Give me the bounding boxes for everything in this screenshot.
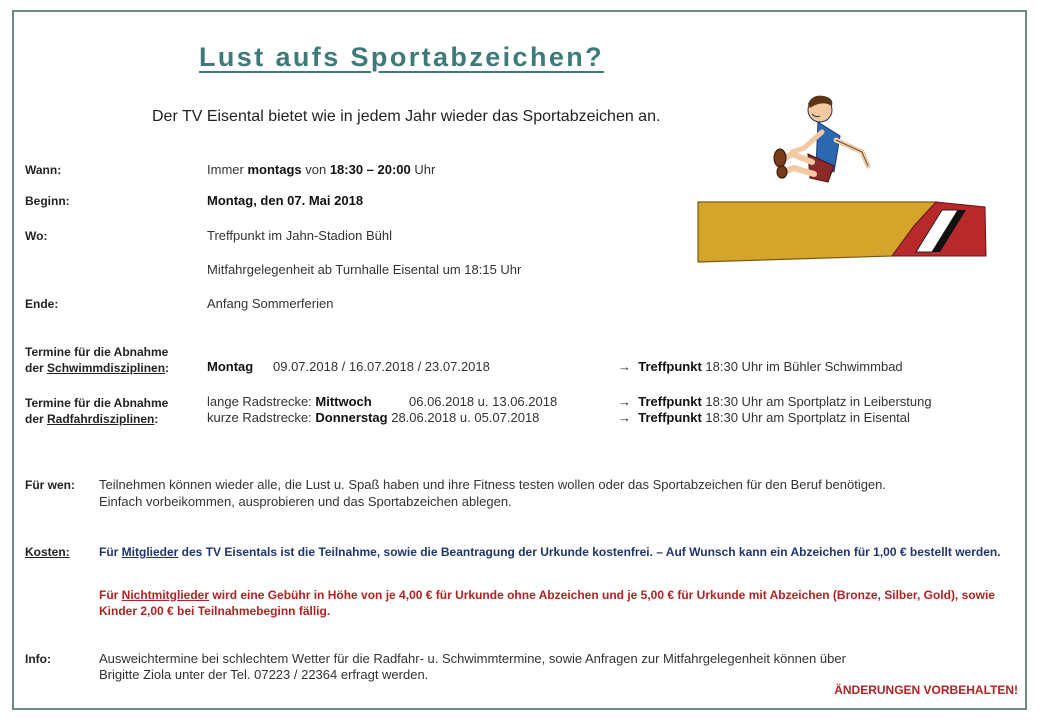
ende-value: Anfang Sommerferien [207, 296, 334, 311]
schwimm-label-line2: der Schwimmdisziplinen: [25, 361, 170, 375]
schwimm-treffpunkt: → Treffpunkt 18:30 Uhr im Bühler Schwimmbad [618, 359, 903, 374]
fuer-wen-line1: Teilnehmen können wieder alle, die Lust u. Spaß haben und ihre Fitness testen wollen oder das Sportabzeichen für den Beruf benötigen. [99, 477, 887, 492]
long-jump-illustration [696, 92, 990, 267]
fuer-wen-line2: Einfach vorbeikommen, ausprobieren und das Sportabzeichen ablegen. [99, 494, 512, 509]
wo-line2: Mitfahrgelegenheit ab Turnhalle Eisental um 18:15 Uhr [207, 262, 522, 277]
info-line1: Ausweichtermine bei schlechtem Wetter für die Radfahr- u. Schwimmtermine, sowie Anfragen zur Mitfahrgelegenheit können über [99, 651, 846, 666]
wo-line1: Treffpunkt im Jahn-Stadion Bühl [207, 228, 392, 243]
disclaimer: ÄNDERUNGEN VORBEHALTEN! [834, 683, 1018, 697]
rad-row1-treffpunkt: → Treffpunkt 18:30 Uhr am Sportplatz in Leiberstung [618, 394, 932, 409]
schwimm-dates: 09.07.2018 / 16.07.2018 / 23.07.2018 [273, 359, 490, 374]
rad-label-line2: der Radfahrdisziplinen: [25, 412, 159, 426]
beginn-label: Beginn: [25, 194, 70, 208]
kosten-label: Kosten: [25, 545, 70, 559]
page-title: Lust aufs Sportabzeichen? [199, 42, 605, 72]
wo-label: Wo: [25, 229, 48, 243]
beginn-value: Montag, den 07. Mai 2018 [207, 193, 364, 208]
rad-label-line1: Termine für die Abnahme [25, 396, 169, 410]
wann-label: Wann: [25, 163, 62, 177]
schwimm-day: Montag [207, 359, 254, 374]
jumper-figure [774, 96, 868, 182]
fuer-wen-label: Für wen: [25, 478, 75, 492]
info-label: Info: [25, 652, 51, 666]
rad-row1-dates: 06.06.2018 u. 13.06.2018 [409, 394, 558, 409]
kosten-nichtmitglieder: Für Nichtmitglieder wird eine Gebühr in Höhe von je 4,00 € für Urkunde ohne Abzeichen und je 5,00 € für Urkunde mit Abzeichen (Bronze, Silber, Gold), sowie Kinder 2,00 € bei Teilnahmebeginn fällig. [99, 588, 995, 618]
wann-value: Immer montags von 18:30 – 20:00 Uhr [207, 162, 436, 177]
ende-label: Ende: [25, 297, 59, 311]
info-line2: Brigitte Ziola unter der Tel. 07223 / 22364 erfragt werden. [99, 667, 429, 682]
rad-row2-treffpunkt: → Treffpunkt 18:30 Uhr am Sportplatz in Eisental [618, 410, 910, 425]
rad-row2: kurze Radstrecke: Donnerstag 28.06.2018 u. 05.07.2018 [207, 410, 540, 425]
schwimm-label-line1: Termine für die Abnahme [25, 345, 169, 359]
kosten-mitglieder: Für Mitglieder des TV Eisentals ist die Teilnahme, sowie die Beantragung der Urkunde kostenfrei. – Auf Wunsch kann ein Abzeichen für 1,00 € bestellt werden. [99, 545, 1001, 559]
rad-row1: lange Radstrecke: Mittwoch [207, 394, 372, 409]
intro-text: Der TV Eisental bietet wie in jedem Jahr wieder das Sportabzeichen an. [152, 108, 661, 125]
